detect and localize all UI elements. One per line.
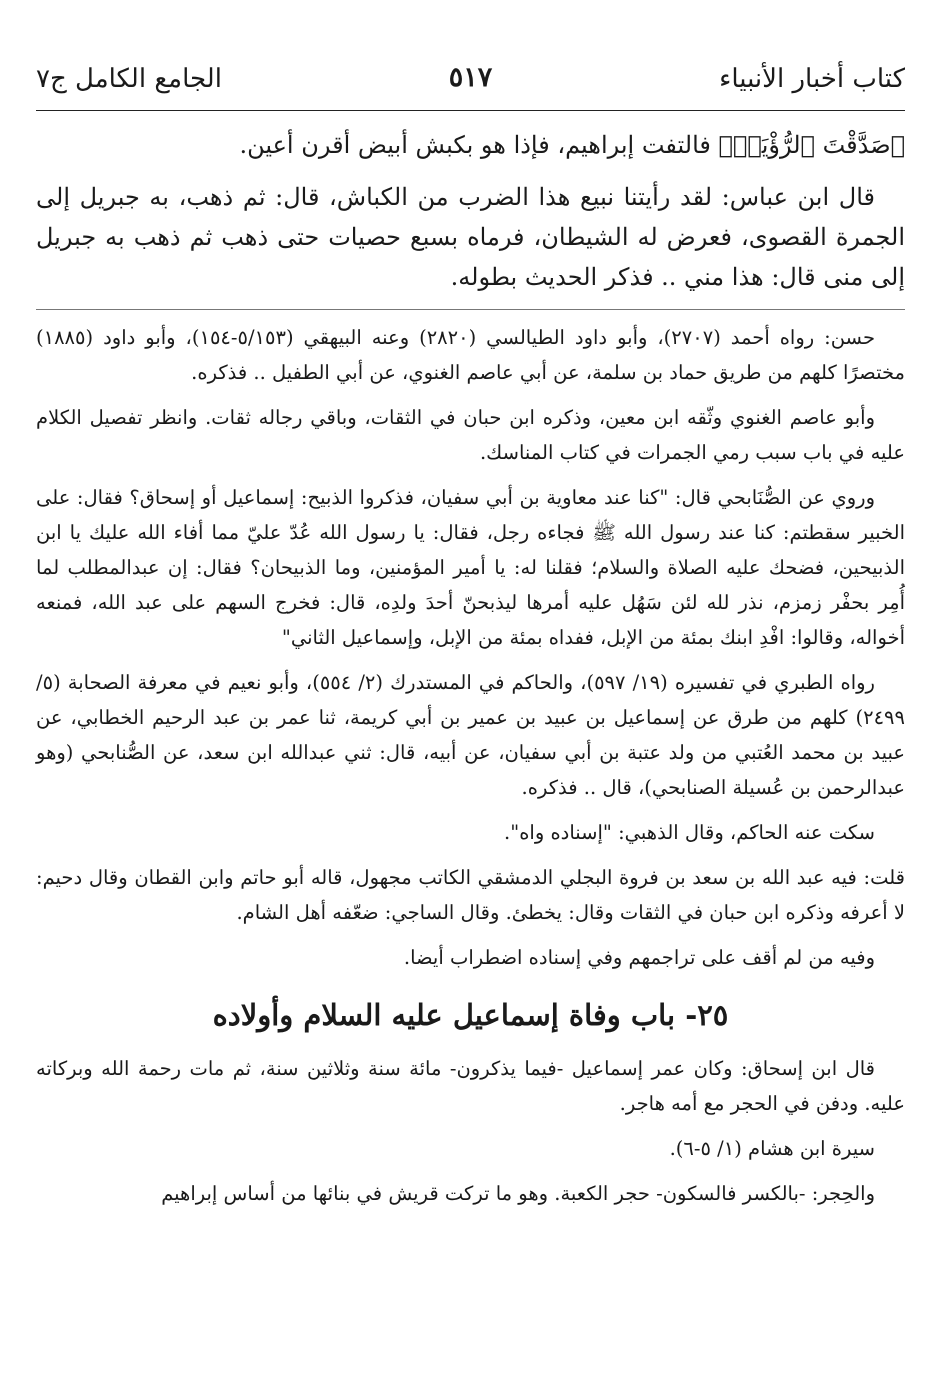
section-separator [36, 309, 905, 310]
collection-title: الجامع الكامل ج٧ [36, 64, 222, 94]
running-head [36, 52, 905, 110]
ibn-abbas-paragraph: قال ابن عباس: لقد رأيتنا نبيع هذا الضرب من الكباش، قال: ثم ذهب، به جبريل إلى الجمرة القصوى، فعرض له الشيطان، فرماه بسبع حصيات حتى ذهب ثم ذهب به جبريل إلى منى قال: هذا مني .. فذكر الحديث بطوله. [36, 183, 905, 291]
source-reference: سيرة ابن هشام (١/ ٥-٦). [669, 1137, 875, 1160]
quran-verse-paragraph: ﴿صَدَّقْتَ ٱلرُّؤْيَاۚ﴾ فالتفت إبراهيم، فإذا هو بكبش أبيض أقرن أعين. [239, 131, 905, 159]
section-heading: ٢٥- باب وفاة إسماعيل عليه السلام وأولاده [212, 998, 729, 1032]
header-rule [36, 110, 905, 111]
ibn-ishaq-paragraph: قال ابن إسحاق: وكان عمر إسماعيل -فيما يذكرون- مائة سنة وثلاثين سنة، ثم مات رحمة الله وبركاته عليه. ودفن في الحجر مع أمه هاجر. [36, 1057, 905, 1115]
takhrij-note-1: حسن: رواه أحمد (٢٧٠٧)، وأبو داود الطيالسي (٢٨٢٠) وعنه البيهقي (٥/١٥٣-١٥٤)، وأبو داود (١٨٨٥) مختصرًا كلهم من طريق حماد بن سلمة، عن أبي عاصم الغنوي، عن أبي الطفيل .. فذكره. [36, 326, 905, 384]
hijr-definition: والحِجر: -بالكسر فالسكون- حجر الكعبة. وهو ما تركت قريش في بنائها من أساس إبراهيم [161, 1182, 875, 1205]
takhrij-note-2: وأبو عاصم الغنوي وثّقه ابن معين، وذكره ابن حبان في الثقات، وباقي رجاله ثقات. وانظر تفصيل الكلام عليه في باب سبب رمي الجمرات في كتاب المناسك. [36, 406, 905, 464]
book-title: كتاب أخبار الأنبياء [719, 64, 905, 94]
takhrij-note-3: رواه الطبري في تفسيره (١٩/ ٥٩٧)، والحاكم في المستدرك (٢/ ٥٥٤)، وأبو نعيم في معرفة الصحابة (٥/ ٢٤٩٩) كلهم من طرق عن إسماعيل بن عبيد بن عمير بن أبي كريمة، ثنا عمر بن عبد الرحيم الخطابي، عن عبيد بن محمد العُتبي من ولد عتبة بن أبي سفيان، عن أبيه، قال: ثني عبدالله ابن سعد، عن الصُّنابحي (وهو عبدالرحمن بن عُسيلة الصنابحي)، قال .. فذكره. [36, 671, 905, 799]
page-number: ٥١٧ [448, 62, 493, 93]
sunabihi-narration: وروي عن الصُّنَابحي قال: "كنا عند معاوية بن أبي سفيان، فذكروا الذبيح: إسماعيل أو إسحاق؟ فقال: على الخبير سقطتم: كنا عند رسول الله ﷺ فجاءه رجل، فقال: يا رسول الله عُدّ عليّ مما أفاء الله عليك يا ابن الذبيحين، فضحك عليه الصلاة والسلام؛ فقلنا له: يا أمير المؤمنين، وما الذبيحان؟ فقال: إن عبدالمطلب لما أُمِر بحفْر زمزم، نذر لله لئن سَهُل عليه أمرها ليذبحنّ أحدَ ولدِه، قال: فخرج السهم على عبد الله، فمنعه أخواله، وقالوا: افْدِ ابنك بمئة من الإبل، ففداه بمئة من الإبل، وإسماعيل الثاني" [36, 486, 905, 649]
dhahabi-comment: سكت عنه الحاكم، وقال الذهبي: "إسناده واه". [504, 821, 875, 844]
isnad-comment: وفيه من لم أقف على تراجمهم وفي إسناده اضطراب أيضا. [403, 946, 875, 969]
author-comment: قلت: فيه عبد الله بن سعد بن فروة البجلي الدمشقي الكاتب مجهول، قاله أبو حاتم وابن القطان وقال دحيم: لا أعرفه وذكره ابن حبان في الثقات وقال: يخطئ. وقال الساجي: ضعّفه أهل الشام. [36, 866, 905, 924]
